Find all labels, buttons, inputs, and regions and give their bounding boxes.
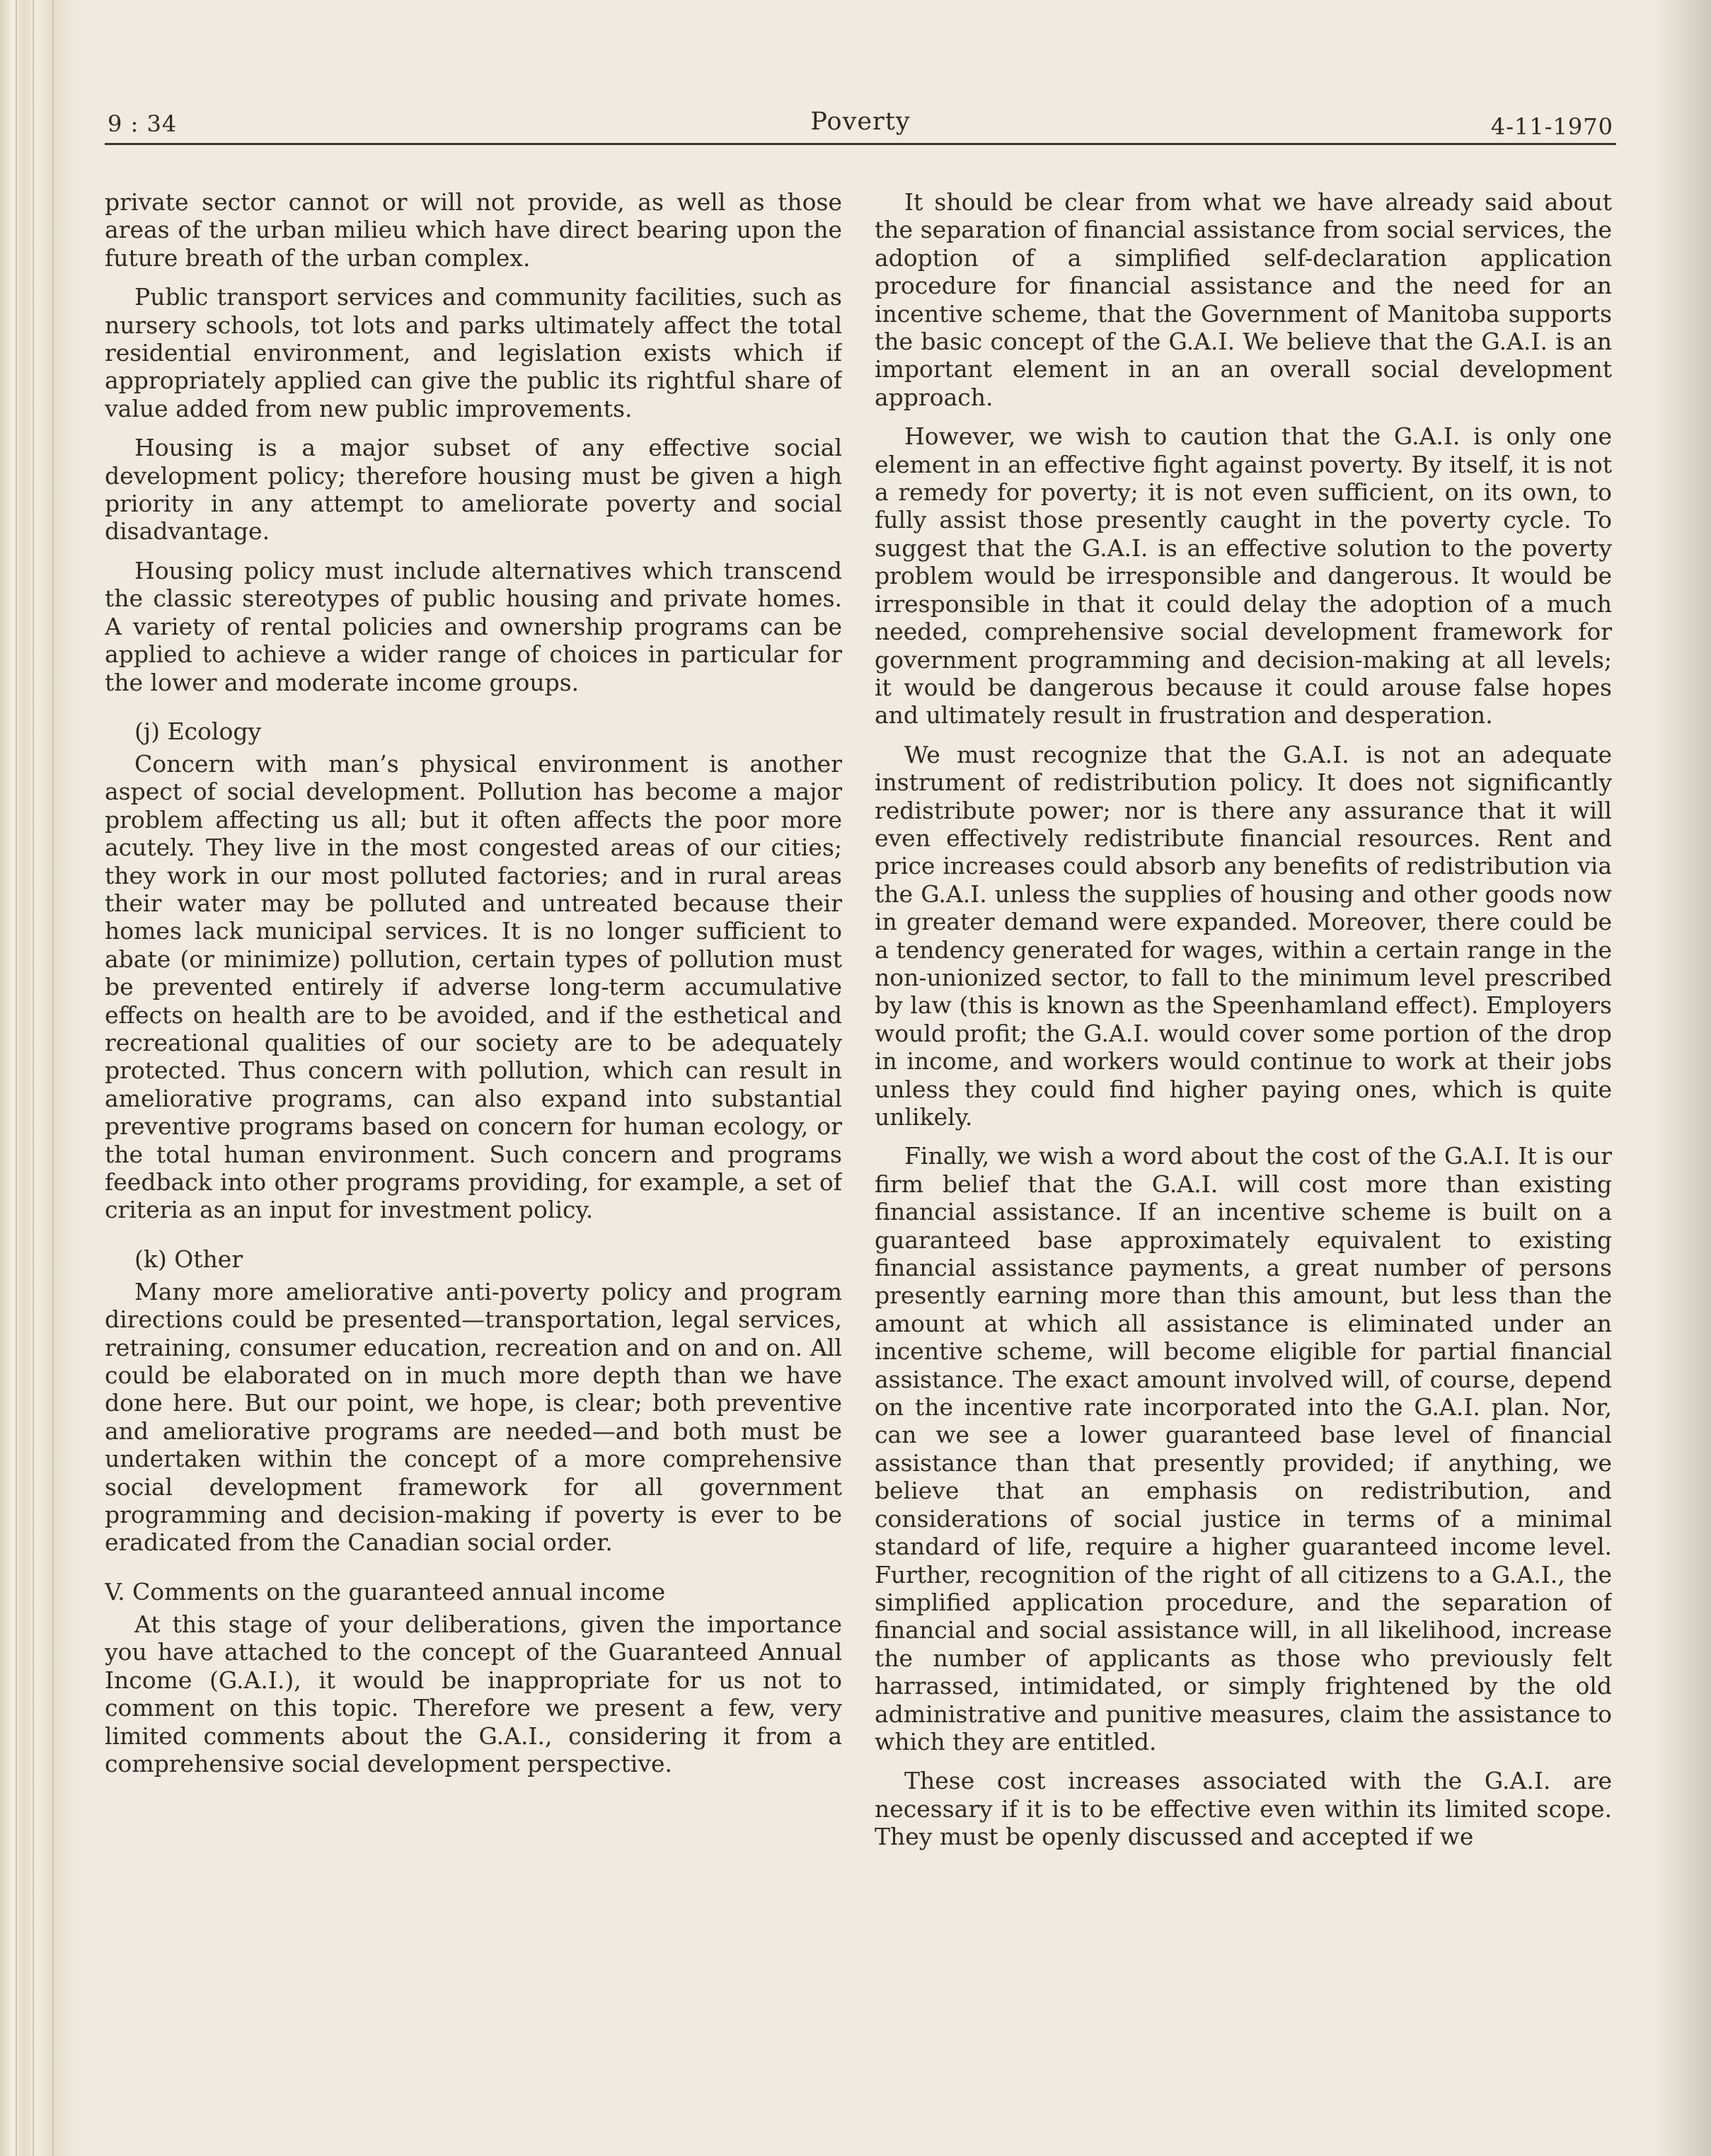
page-header: [105, 106, 1616, 145]
paragraph: At this stage of your deliberations, given the importance you have attached to the concept of the Guaranteed Annual Income (G.A.I.), it would be inappropriate for us not to comment on this topic. Therefore we present a few, very limited comments about the G.A.I., considering it from a comprehensive social development perspective.: [105, 1610, 842, 1777]
paragraph: private sector cannot or will not provide, as well as those areas of the urban milieu which have direct bearing upon the future breath of the urban complex.: [105, 188, 842, 272]
section-heading-other: (k) Other: [134, 1245, 243, 1273]
page-number: 9 : 34: [108, 110, 178, 137]
binding-line: [52, 0, 54, 2156]
paragraph: It should be clear from what we have already said about the separation of financial assistance from social services, the adoption of a simplified self-declaration application procedure for financial assistance and the need for an incentive scheme, that the Government of Manitoba supports the basic concept of the G.A.I. We believe that the G.A.I. is an important element in an an overall social development approach.: [875, 188, 1612, 411]
right-column: [875, 188, 1612, 1971]
running-title: Poverty: [810, 108, 911, 136]
paragraph: Public transport services and community facilities, such as nursery schools, tot lots and parks ultimately affect the total residential environment, and legislation exists which if appropriately applied can give the public its rightful share of value added from new public improvements.: [105, 283, 842, 422]
binding-line: [33, 0, 34, 2156]
page-binding-shadow: [0, 0, 85, 2156]
binding-line: [16, 0, 17, 2156]
section-heading-ecology: (j) Ecology: [134, 717, 262, 745]
section-heading-gai: V. Comments on the guaranteed annual income: [105, 1577, 666, 1606]
paragraph: These cost increases associated with the G.A.I. are necessary if it is to be effective even within its limited scope. They must be openly discussed and accepted if we: [875, 1767, 1612, 1851]
page-edge-shadow: [1654, 0, 1711, 2156]
page-date: 4-11-1970: [1490, 113, 1613, 140]
paragraph: Concern with man’s physical environment is another aspect of social development. Pollution has become a major problem affecting us all; but it often affects the poor more acutely. They live in the most congested areas of our cities; they work in our most polluted factories; and in rural areas their water may be polluted and untreated because their homes lack municipal services. It is no longer sufficient to abate (or minimize) pollution, certain types of pollution must be prevented entirely if adverse long-term accumulative effects on health are to be avoided, and if the esthetical and recreational qualities of our society are to be adequately protected. Thus concern with pollution, which can result in ameliorative programs, can also expand into substantial preventive programs based on concern for human ecology, or the total human environment. Such concern and programs feedback into other programs providing, for example, a set of criteria as an input for investment policy.: [105, 749, 842, 1224]
paragraph: Housing policy must include alternatives which transcend the classic stereotypes of public housing and private homes. A variety of rental policies and ownership programs can be applied to achieve a wider range of choices in particular for the lower and moderate income groups.: [105, 556, 842, 696]
left-column: [105, 188, 842, 1971]
paragraph: Finally, we wish a word about the cost of the G.A.I. It is our firm belief that the G.A.I. will cost more than existing financial assistance. If an incentive scheme is built on a guaranteed base approximately equivalent to existing financial assistance payments, a great number of persons presently earning more than this amount, but less than the amount at which all assistance is eliminated under an incentive scheme, will become eligible for partial financial assistance. The exact amount involved will, of course, depend on the incentive rate incorporated into the G.A.I. plan. Nor, can we see a lower guaranteed base level of financial assistance than that presently provided; if anything, we believe that an emphasis on redistribution, and considerations of social justice in terms of a minimal standard of life, require a higher guaranteed income level. Further, recognition of the right of all citizens to a G.A.I., the simplified application procedure, and the separation of financial and social assistance will, in all likelihood, increase the number of applicants as those who previously felt harrassed, intimidated, or simply frightened by the old administrative and punitive measures, claim the assistance to which they are entitled.: [875, 1142, 1612, 1756]
paragraph: Housing is a major subset of any effective social development policy; therefore housing must be given a high priority in any attempt to ameliorate poverty and social disadvantage.: [105, 434, 842, 546]
paragraph: We must recognize that the G.A.I. is not an adequate instrument of redistribution policy. It does not significantly redistribute power; nor is there any assurance that it will even effectively redistribute financial resources. Rent and price increases could absorb any benefits of redistribution via the G.A.I. unless the supplies of housing and other goods now in greater demand were expanded. Moreover, there could be a tendency generated for wages, within a certain range in the non-unionized sector, to fall to the minimum level prescribed by law (this is known as the Speenhamland effect). Employers would profit; the G.A.I. would cover some portion of the drop in income, and workers would continue to work at their jobs unless they could find higher paying ones, which is quite unlikely.: [875, 740, 1612, 1131]
paragraph: Many more ameliorative anti-poverty policy and program directions could be presented—transportation, legal services, retraining, consumer education, recreation and on and on. All could be elaborated on in much more depth than we have done here. But our point, we hope, is clear; both preventive and ameliorative programs are needed—and both must be undertaken within the concept of a more comprehensive social development framework for all government programming and decision-making if poverty is ever to be eradicated from the Canadian social order.: [105, 1277, 842, 1557]
paragraph: However, we wish to caution that the G.A.I. is only one element in an effective fight against poverty. By itself, it is not a remedy for poverty; it is not even sufficient, on its own, to fully assist those presently caught in the poverty cycle. To suggest that the G.A.I. is an effective solution to the poverty problem would be irresponsible and dangerous. It would be irresponsible in that it could delay the adoption of a much needed, comprehensive social development framework for government programming and decision-making at all levels; it would be dangerous because it could arouse false hopes and ultimately result in frustration and desperation.: [875, 422, 1612, 730]
